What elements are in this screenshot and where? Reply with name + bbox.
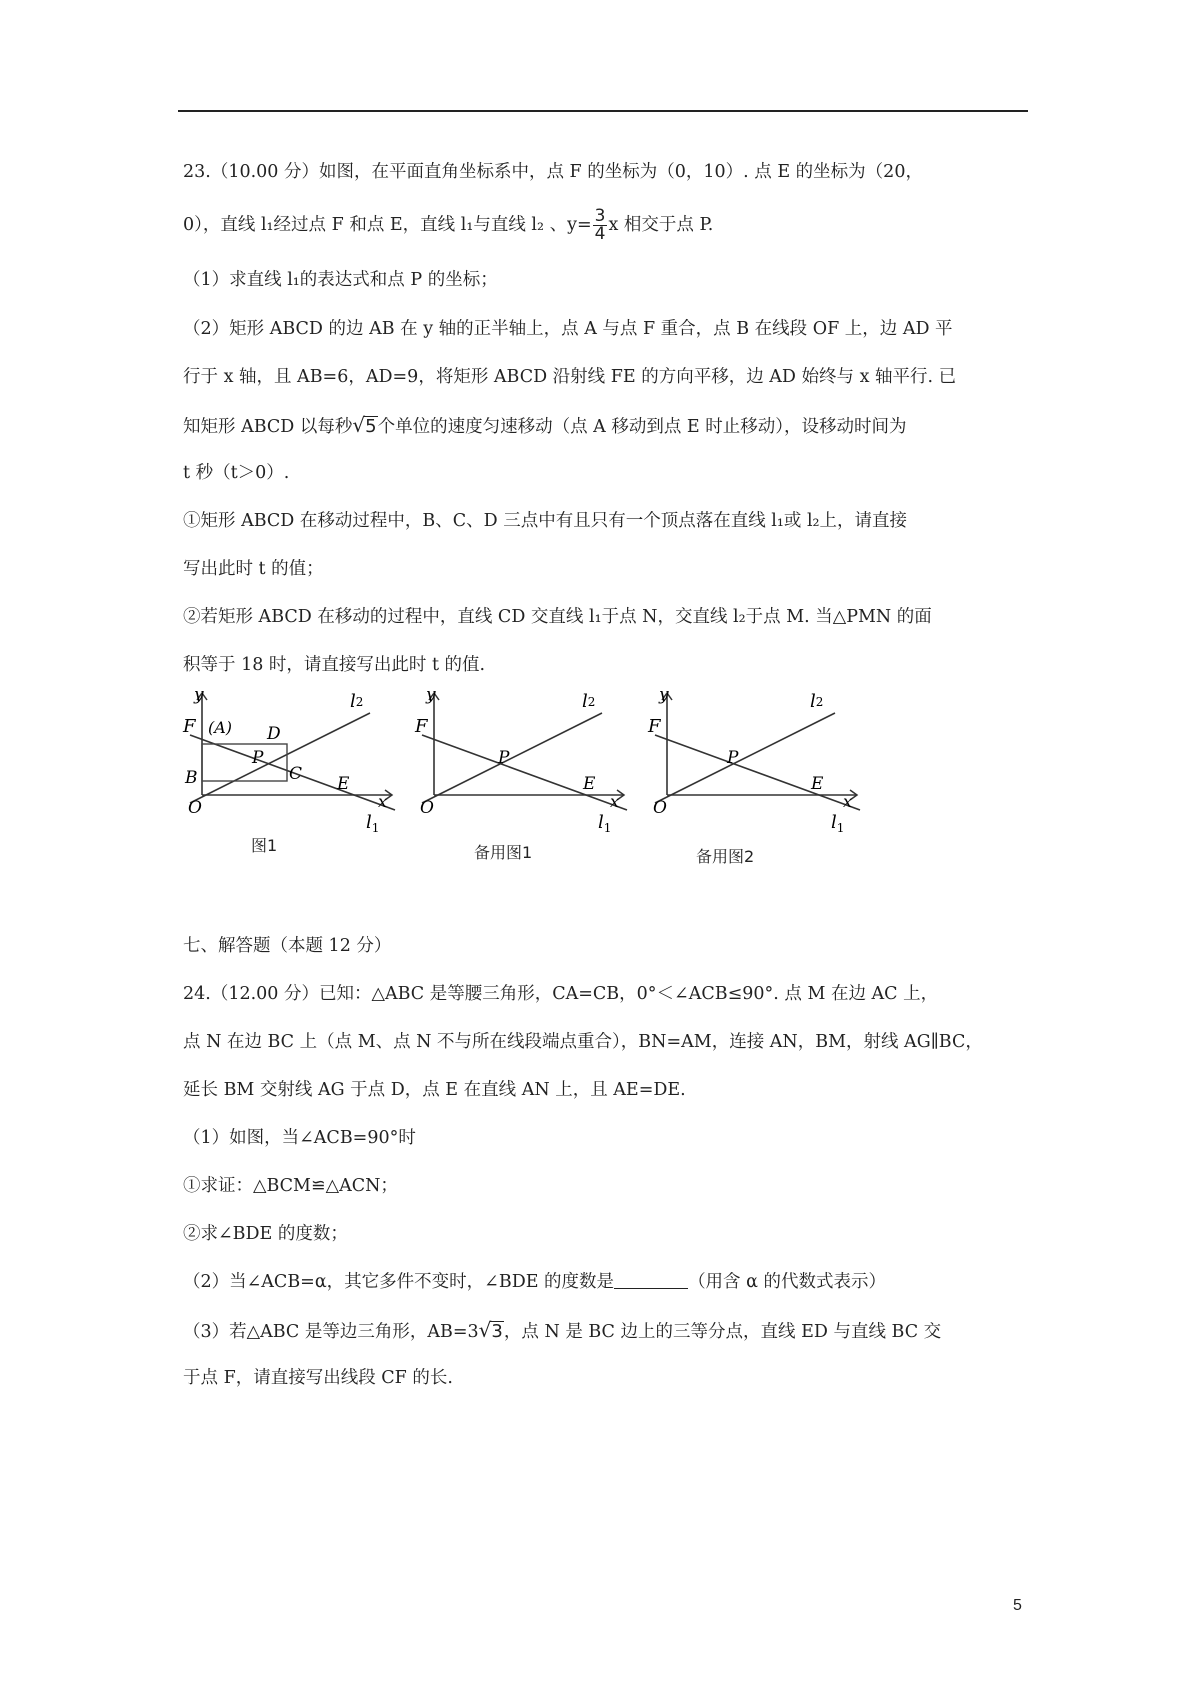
- q23-sub1-line1: ①矩形 ABCD 在移动过程中，B、C、D 三点中有且只有一个顶点落在直线 l₁或 l₂上，请直接: [183, 511, 908, 531]
- q23-part2-line3: 知矩形 ABCD 以每秒√5个单位的速度匀速移动（点 A 移动到点 E 时止移动），设移动时间为: [183, 413, 907, 437]
- q23-line1: 23.（10.00 分）如图，在平面直角坐标系中，点 F 的坐标为（0，10）. 点 E 的坐标为（20，: [183, 162, 923, 182]
- figure-2-diagram: [412, 685, 632, 845]
- label-A: (A): [208, 718, 233, 737]
- label-y: y: [426, 685, 436, 705]
- q24-line2: 点 N 在边 BC 上（点 M、点 N 不与所在线段端点重合），BN=AM，连接 AN，BM，射线 AG∥BC，: [183, 1032, 983, 1052]
- figure-3-diagram: [645, 685, 865, 845]
- q23-part2-line4: t 秒（t＞0）.: [183, 463, 290, 483]
- label-l2: l2: [350, 691, 364, 712]
- q24-sub2: ②求∠BDE 的度数；: [183, 1224, 348, 1244]
- label-P: P: [727, 748, 739, 768]
- label-l1: $l_1$: [366, 812, 380, 835]
- label-E: E: [337, 774, 350, 794]
- page-number: 5: [1013, 1597, 1022, 1614]
- q23-part2-line2: 行于 x 轴，且 AB=6，AD=9，将矩形 ABCD 沿射线 FE 的方向平移，边 AD 始终与 x 轴平行. 已: [183, 367, 957, 387]
- sqrt-icon: √: [478, 1318, 492, 1342]
- label-F: F: [648, 716, 661, 737]
- label-x: x: [610, 792, 620, 811]
- section-heading: 七、解答题（本题 12 分）: [183, 936, 392, 956]
- label-E: E: [811, 774, 824, 794]
- label-l2: l2: [810, 691, 824, 712]
- q24-part3-line2: 于点 F，请直接写出线段 CF 的长.: [183, 1368, 453, 1388]
- q23-sub2-line1: ②若矩形 ABCD 在移动的过程中，直线 CD 交直线 l₁于点 N，交直线 l₂于点 M. 当△PMN 的面: [183, 607, 932, 627]
- label-l2: l2: [582, 691, 596, 712]
- q24-sub1: ①求证：△BCM≌△ACN；: [183, 1176, 398, 1196]
- label-F: F: [183, 716, 196, 737]
- label-l1: $l_1$: [598, 812, 612, 835]
- figure-1-diagram: [180, 685, 400, 845]
- q23-part1: （1）求直线 l₁的表达式和点 P 的坐标；: [183, 270, 498, 290]
- label-E: E: [583, 774, 596, 794]
- sqrt-icon: √: [352, 413, 366, 437]
- answer-blank: [614, 1270, 688, 1289]
- q24-part2: （2）当∠ACB=α，其它多件不变时，∠BDE 的度数是 （用含 α 的代数式表示）: [183, 1272, 887, 1292]
- label-O: O: [188, 798, 202, 818]
- label-O: O: [420, 798, 434, 818]
- q23-part2-line1: （2）矩形 ABCD 的边 AB 在 y 轴的正半轴上，点 A 与点 F 重合，点 B 在线段 OF 上，边 AD 平: [183, 319, 953, 339]
- label-l1: $l_1$: [831, 812, 845, 835]
- q23-sub1-line2: 写出此时 t 的值；: [183, 559, 324, 579]
- q24-part3-line1: （3）若△ABC 是等边三角形，AB=3√3，点 N 是 BC 边上的三等分点，直线 ED 与直线 BC 交: [183, 1318, 942, 1342]
- label-P: P: [498, 748, 510, 768]
- figure-3-caption: 备用图2: [696, 847, 755, 866]
- label-B: B: [185, 768, 198, 788]
- label-y: y: [194, 685, 204, 705]
- figure-2-caption: 备用图1: [474, 843, 533, 862]
- label-x: x: [843, 792, 853, 811]
- q24-line3: 延长 BM 交射线 AG 于点 D，点 E 在直线 AN 上，且 AE=DE.: [183, 1080, 686, 1100]
- figure-1-caption: 图1: [251, 836, 278, 855]
- label-P: P: [252, 748, 264, 768]
- label-C: C: [289, 764, 303, 784]
- q24-line1: 24.（12.00 分）已知：△ABC 是等腰三角形，CA=CB，0°＜∠ACB≤90°. 点 M 在边 AC 上，: [183, 984, 939, 1004]
- label-F: F: [415, 716, 428, 737]
- q24-part1: （1）如图，当∠ACB=90°时: [183, 1128, 416, 1148]
- label-D: D: [267, 724, 281, 744]
- label-x: x: [378, 792, 388, 811]
- fraction-three-quarters: $\frac{3}{4}$: [594, 206, 606, 244]
- q23-sub2-line2: 积等于 18 时，请直接写出此时 t 的值.: [183, 655, 486, 675]
- header-rule: [178, 110, 1028, 112]
- label-y: y: [659, 685, 669, 705]
- q23-line2: 0），直线 l₁经过点 F 和点 E，直线 l₁与直线 l₂ 、y= $\frac{3}{4}$ x 相交于点 P.: [183, 206, 714, 244]
- label-O: O: [653, 798, 667, 818]
